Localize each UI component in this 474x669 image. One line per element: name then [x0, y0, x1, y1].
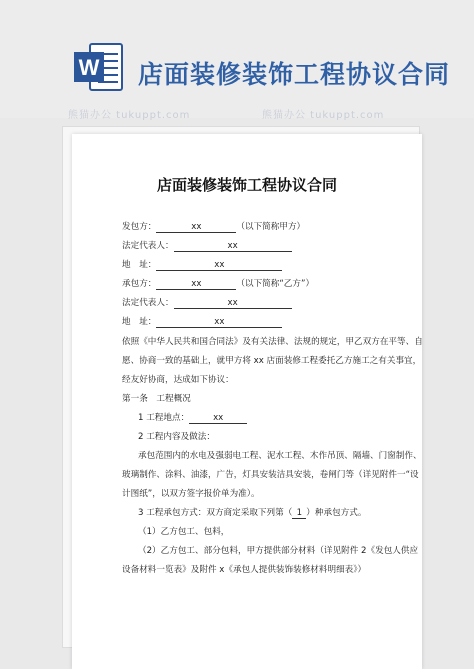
site-line: 1 工程地点： xx: [138, 411, 247, 424]
party-b-address-line: 地 址： xx: [122, 315, 282, 328]
content-line: 玻璃制作、涂料、油漆，广告，灯具安装洁具安装，卷闸门等（详见附件一“设: [122, 470, 419, 480]
document-title: 店面装修装饰工程协议合同: [156, 176, 337, 194]
option-line: （2）乙方包工、部分包料，甲方提供部分材料（详见附件 2《发包人供应: [138, 546, 419, 556]
watermark-text: 熊猫办公 tukuppt.com: [68, 110, 191, 121]
banner-title: 店面装修装饰工程协议合同: [138, 60, 451, 89]
svg-text:W: W: [78, 55, 100, 80]
option-line: （1）乙方包工、包料，: [138, 527, 230, 537]
party-a-rep-field[interactable]: xx: [174, 241, 292, 252]
party-b-field[interactable]: xx: [156, 279, 236, 290]
party-a-address-line: 地 址： xx: [122, 258, 282, 271]
watermark-text: 熊猫办公 tukuppt.com: [262, 110, 385, 121]
party-a-line: 发包方： xx （以下简称甲方）: [122, 222, 306, 232]
party-a-rep-line: 法定代表人： xx: [122, 239, 292, 252]
document-page: [72, 134, 422, 669]
content-line: 承包范围内的水电及强弱电工程、泥水工程、木作吊顶、隔墙、门窗制作、: [138, 451, 422, 461]
method-field[interactable]: 1: [292, 508, 306, 519]
option-line: 设备材料一览表》及附件 x《承包人提供装饰装修材料明细表》）: [122, 565, 367, 575]
party-b-address-field[interactable]: xx: [156, 317, 282, 328]
intro-line: 经友好协商，达成如下协议：: [122, 375, 234, 385]
party-a-field[interactable]: xx: [156, 222, 236, 233]
party-b-rep-field[interactable]: xx: [174, 298, 292, 309]
content-heading: 2 工程内容及做法：: [138, 432, 215, 442]
intro-line: 依照《中华人民共和国合同法》及有关法律、法规的规定，甲乙双方在平等、自: [122, 337, 423, 347]
party-a-address-field[interactable]: xx: [156, 260, 282, 271]
site-field[interactable]: xx: [189, 413, 247, 424]
method-line: 3 工程承包方式：双方商定采取下列第（ 1 ）种承包方式。: [138, 508, 367, 518]
word-document-icon: [72, 40, 124, 94]
party-b-line: 承包方： xx （以下简称“乙方”）: [122, 279, 315, 289]
article-heading: 第一条 工程概况: [122, 394, 191, 404]
party-b-rep-line: 法定代表人： xx: [122, 296, 292, 309]
content-line: 计图纸”，以双方签字报价单为准）。: [122, 489, 260, 499]
intro-line: 愿、协商一致的基础上，就甲方将 xx 店面装修工程委托乙方施工之有关事宜，: [122, 356, 422, 366]
header-banner: [0, 0, 474, 121]
